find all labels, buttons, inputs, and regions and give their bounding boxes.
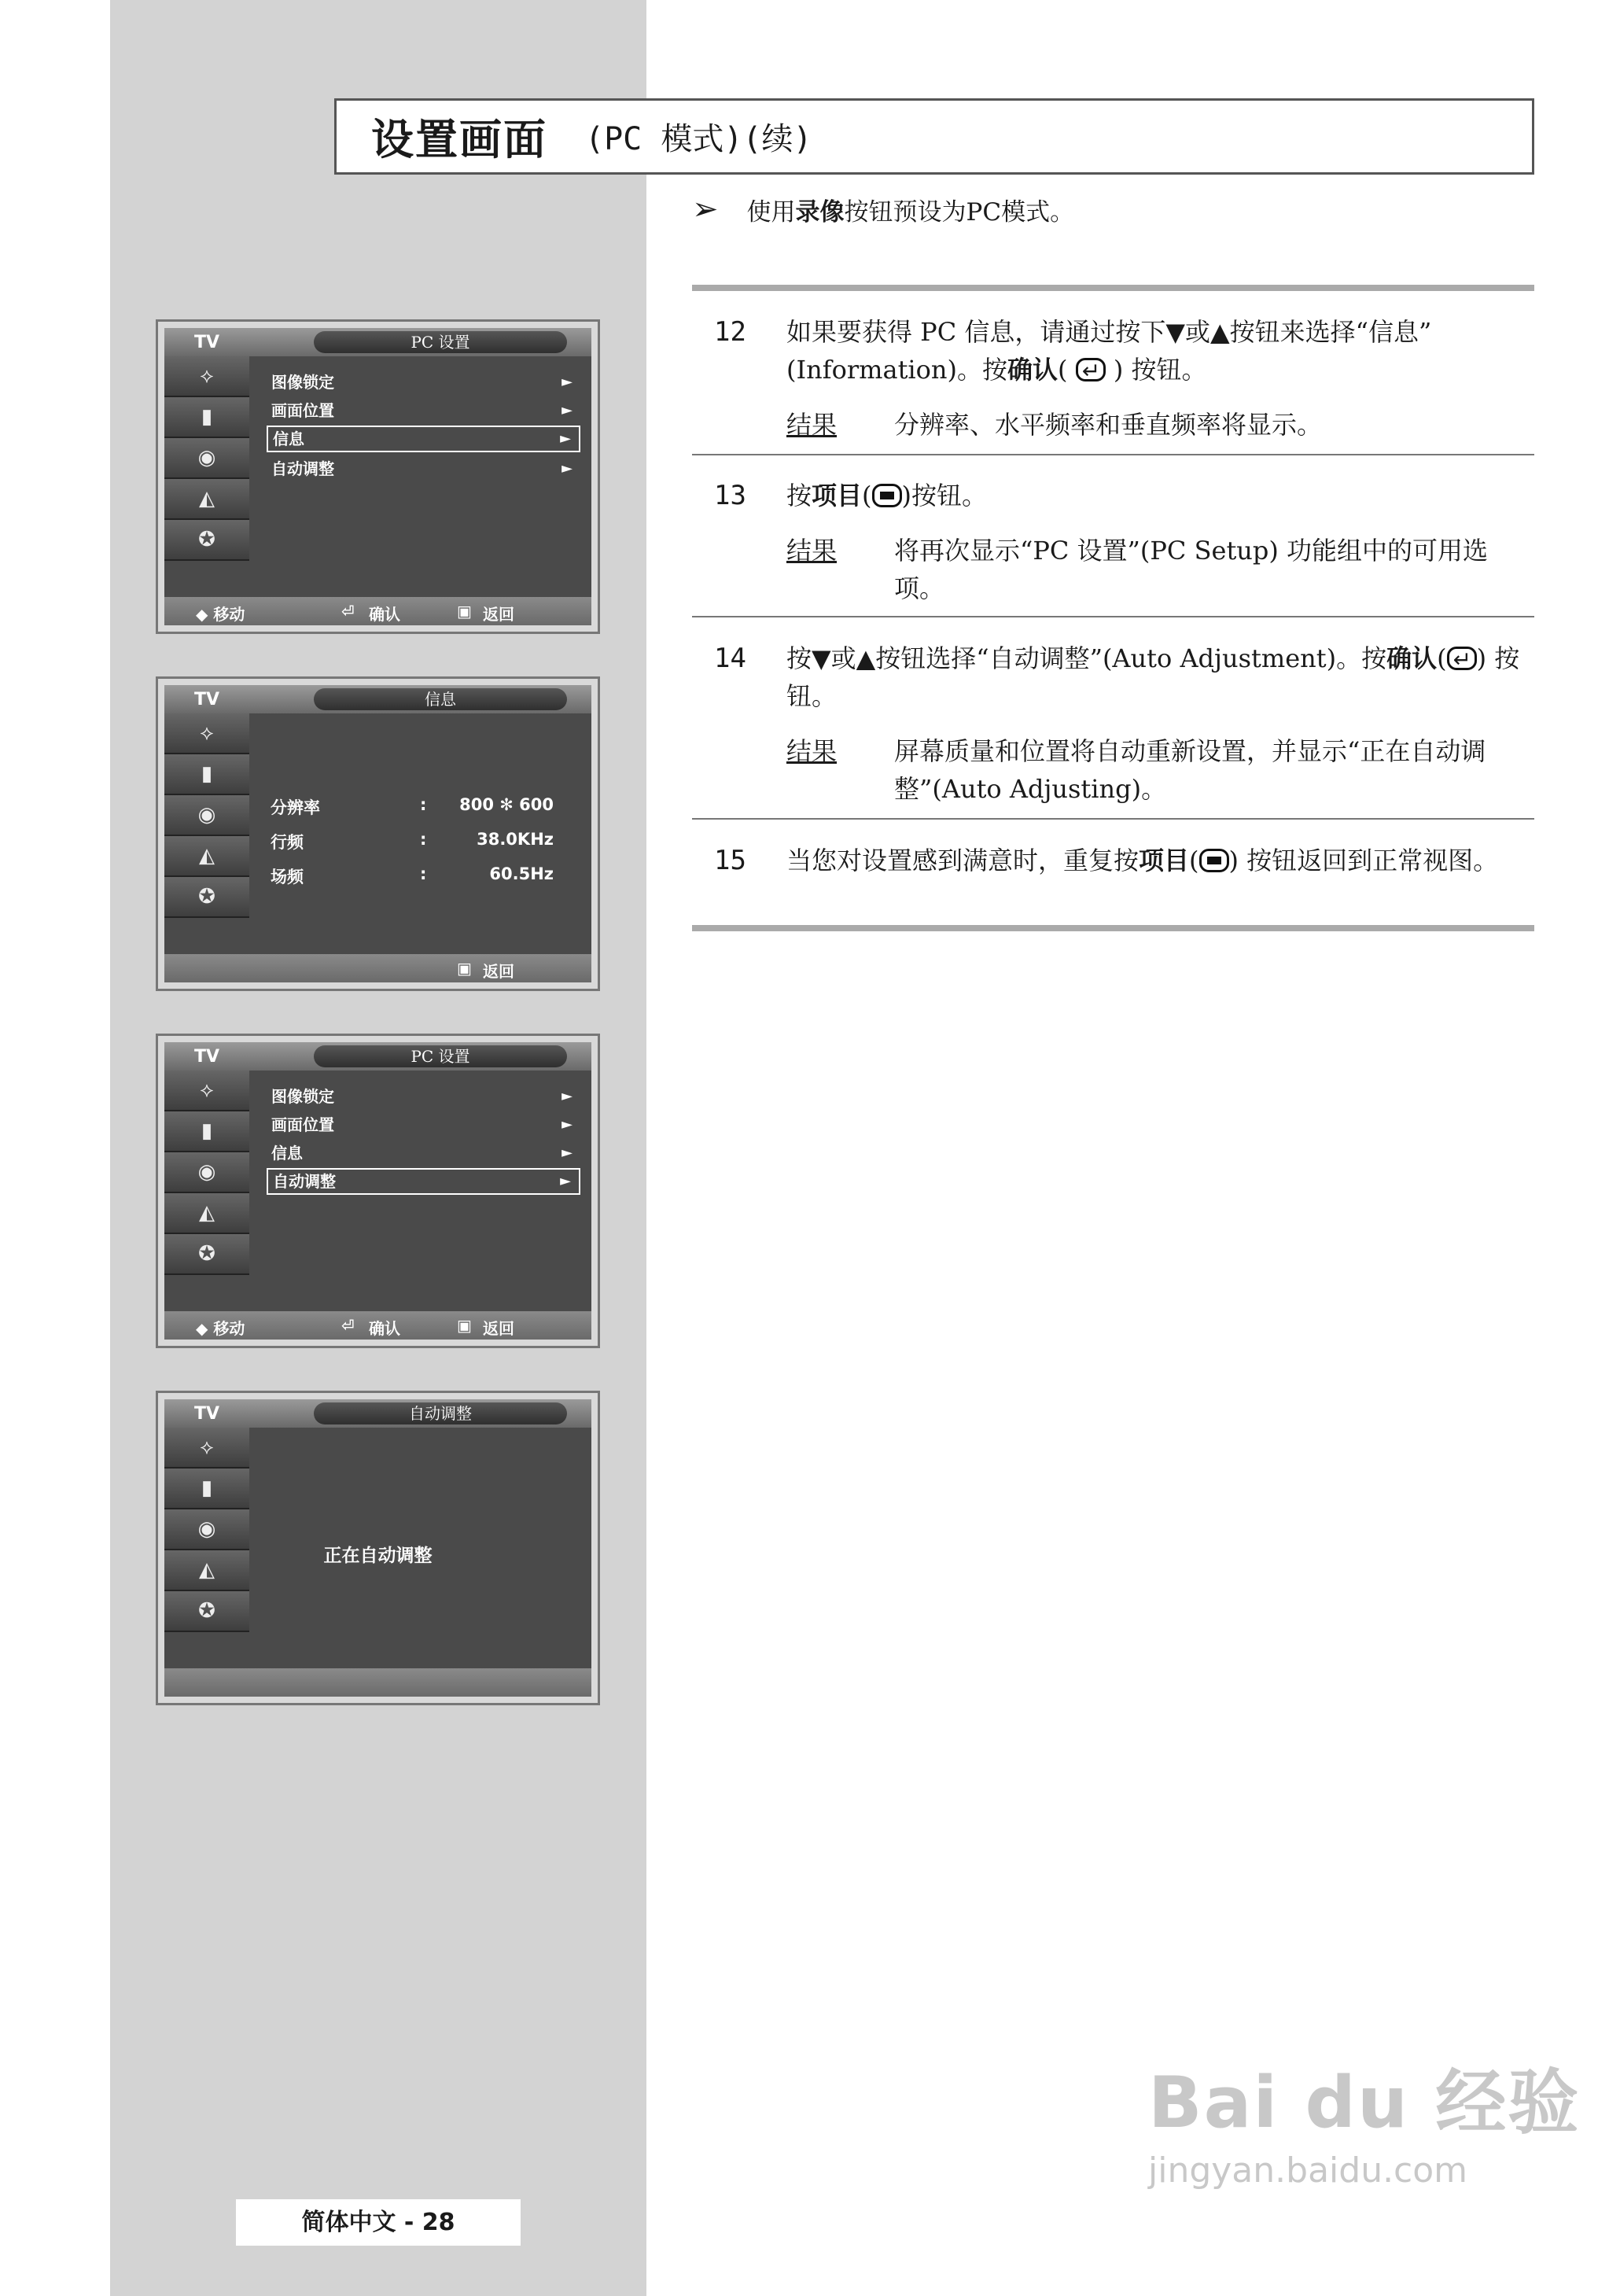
osd-menu-item[interactable]: 画面位置 ►	[271, 1115, 573, 1134]
osd-auto-adjusting: TV 自动调整 ⟡ ▮ ◉ ◭ ✪ 正在自动调整	[156, 1391, 600, 1705]
arrow-icon: ➢	[692, 191, 719, 227]
antenna-icon: ⟡	[164, 1428, 249, 1469]
menu-button-icon	[1199, 849, 1229, 872]
osd-menu-item[interactable]: 图像锁定 ►	[271, 373, 573, 392]
enter-button-icon	[1076, 358, 1106, 381]
step-14: 14 按▼或▲按钮选择“自动调整”(Auto Adjustment)。按确认(↵ ) 按钮。 结果 屏幕质量和位置将自动重新设置，并显示“正在自动调整”(Auto Adjusting)。	[692, 639, 1534, 813]
speaker-icon: ◉	[164, 795, 249, 836]
osd-title: 自动调整	[314, 1402, 567, 1424]
osd-title: PC 设置	[314, 1045, 567, 1067]
divider	[692, 925, 1534, 931]
menu-icon: ▣	[457, 602, 472, 621]
setup-icon: ✪	[164, 877, 249, 918]
divider	[692, 454, 1534, 455]
osd-sidebar	[164, 713, 249, 918]
tip-note: ➢ 使用 录像 按钮预设为PC模式。	[692, 191, 1075, 227]
enter-icon: ⏎	[341, 602, 355, 621]
osd-sidebar	[164, 1428, 249, 1632]
osd-menu-item[interactable]: 信息 ►	[271, 1144, 573, 1163]
page-title-box	[334, 98, 1534, 175]
channel-icon: ◭	[164, 479, 249, 520]
osd-bottom-bar: ◆ 移动 ⏎ 确认 ▣ 返回	[164, 1311, 591, 1340]
divider	[692, 818, 1534, 820]
osd-menu-item[interactable]: 自动调整 ►	[271, 459, 573, 478]
result-label: 结果	[786, 536, 838, 566]
osd-menu-item[interactable]: 图像锁定 ►	[271, 1087, 573, 1106]
setup-icon: ✪	[164, 1591, 249, 1632]
enter-button-icon	[1447, 647, 1477, 670]
antenna-icon: ⟡	[164, 356, 249, 397]
page-subtitle: (PC 模式)(续)	[585, 121, 812, 157]
channel-icon: ◭	[164, 1193, 249, 1234]
watermark: Bai du 经验 jingyan.baidu.com	[1148, 2062, 1581, 2191]
step-15: 15 当您对设置感到满意时，重复按项目( ) 按钮返回到正常视图。	[714, 845, 1499, 876]
picture-icon: ▮	[164, 397, 249, 438]
setup-icon: ✪	[164, 1234, 249, 1275]
channel-icon: ◭	[164, 836, 249, 877]
osd-pc-setup-info-selected: TV PC 设置 ⟡ ▮ ◉ ◭ ✪ 图像锁定 ► 画面位置 ► 信息 ► 自动调整 ► ◆ 移动 ⏎ 确认 ▣ 返回	[156, 319, 600, 634]
speaker-icon: ◉	[164, 438, 249, 479]
osd-menu-item-selected[interactable]: 信息 ►	[267, 426, 580, 452]
osd-menu-item[interactable]: 画面位置 ►	[271, 401, 573, 420]
divider	[692, 285, 1534, 291]
channel-icon: ◭	[164, 1550, 249, 1591]
menu-icon: ▣	[457, 959, 472, 978]
osd-menu-item-selected[interactable]: 自动调整 ►	[267, 1168, 580, 1195]
osd-sidebar	[164, 356, 249, 561]
speaker-icon: ◉	[164, 1509, 249, 1550]
step-13: 13 按项目( )按钮。 结果 将再次显示“PC 设置”(PC Setup) 功能组中的可用选项。	[692, 477, 1534, 610]
divider	[692, 616, 1534, 617]
picture-icon: ▮	[164, 1469, 249, 1509]
page-title: 设置画面	[371, 114, 547, 164]
osd-bottom-bar: ▣ 返回	[164, 954, 591, 982]
osd-pc-setup-auto-selected: TV PC 设置 ⟡ ▮ ◉ ◭ ✪ 图像锁定 ► 画面位置 ► 信息 ► 自动调整 ► ◆ 移动 ⏎ 确认 ▣ 返回	[156, 1034, 600, 1348]
osd-title: PC 设置	[314, 331, 567, 353]
picture-icon: ▮	[164, 1111, 249, 1152]
picture-icon: ▮	[164, 754, 249, 795]
osd-bottom-bar: ◆ 移动 ⏎ 确认 ▣ 返回	[164, 597, 591, 625]
result-label: 结果	[786, 736, 838, 766]
speaker-icon: ◉	[164, 1152, 249, 1193]
osd-sidebar	[164, 1071, 249, 1275]
menu-icon: ▣	[457, 1316, 472, 1335]
antenna-icon: ⟡	[164, 1071, 249, 1111]
menu-button-icon	[872, 484, 902, 507]
enter-icon: ⏎	[341, 1316, 355, 1335]
auto-adjusting-message: 正在自动调整	[323, 1546, 433, 1566]
osd-info-screen: TV 信息 ⟡ ▮ ◉ ◭ ✪ 分辨率 : 800 ✻ 600 行频 : 38.0KHz 场频 : 60.5Hz ▣ 返回	[156, 676, 600, 991]
step-12: 12 如果要获得 PC 信息，请通过按下▼或▲按钮来选择“信息” (Information)。按确认( ↵ ) 按钮。 结果 分辨率、水平频率和垂直频率将显示。	[692, 313, 1534, 447]
result-label: 结果	[786, 410, 838, 440]
osd-title: 信息	[314, 688, 567, 710]
antenna-icon: ⟡	[164, 713, 249, 754]
osd-bottom-bar	[164, 1668, 591, 1697]
setup-icon: ✪	[164, 520, 249, 561]
page-number: 简体中文 - 28	[236, 2199, 521, 2246]
